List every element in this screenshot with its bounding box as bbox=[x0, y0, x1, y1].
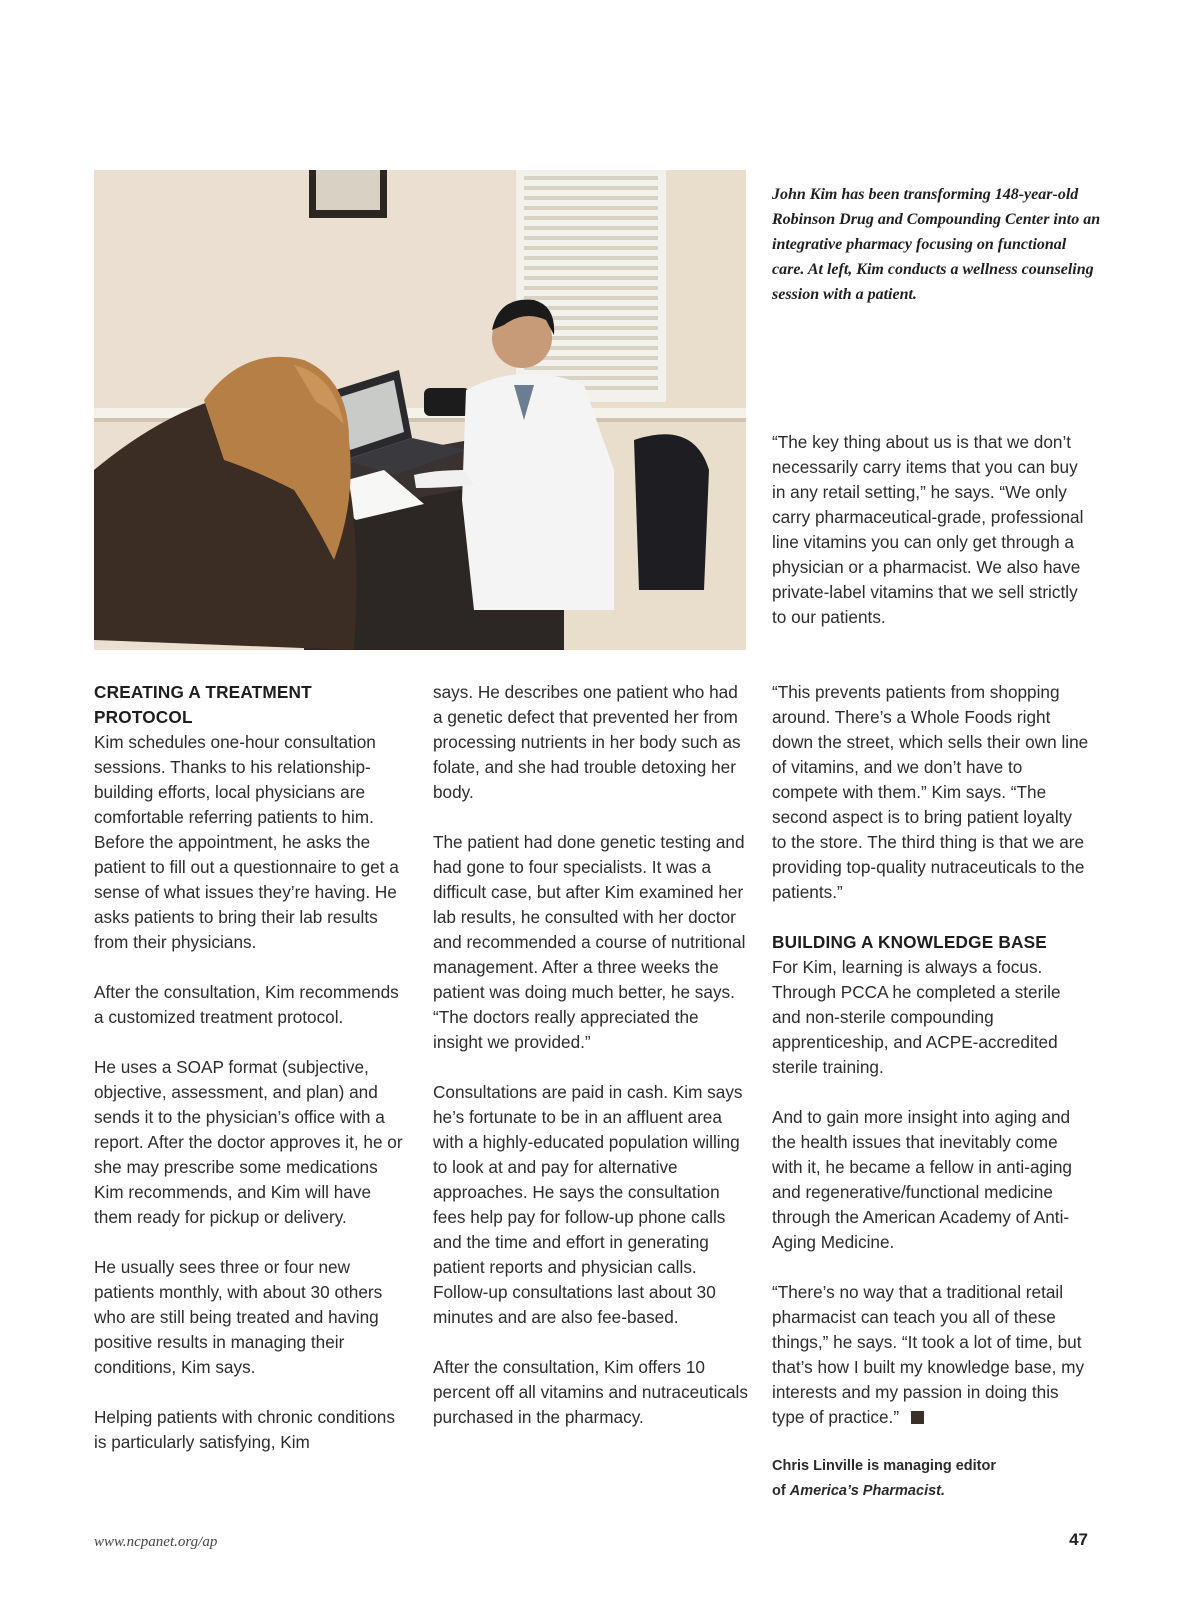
body-paragraph: He uses a SOAP format (subjective, objective, assessment, and plan) and sends it to the physician’s office with a report. After the doctor approves it, he or she may prescribe some medications Kim recommends, and Kim will have them ready for pickup or delivery. bbox=[94, 1057, 403, 1227]
body-paragraph: And to gain more insight into aging and the health issues that inevitably come with it, he became a fellow in anti-aging and regenerative/functional medicine through the American Academy of Anti-Aging Medicine. bbox=[772, 1107, 1072, 1252]
body-paragraph: After the consultation, Kim offers 10 percent off all vitamins and nutraceuticals purchased in the pharmacy. bbox=[433, 1357, 748, 1427]
photo-caption: John Kim has been transforming 148-year-old Robinson Drug and Compounding Center into an integrative pharmacy focusing on functional care. At left, Kim conducts a wellness counseling session with a patient. bbox=[772, 186, 1101, 303]
body-paragraph: Consultations are paid in cash. Kim says he’s fortunate to be in an affluent area with a highly-educated population willing to look at and pay for alternative approaches. He says the consultation fees help pay for follow-up phone calls and the time and effort in generating patient reports and physician calls. Follow-up consultations last about 30 minutes and are also fee-based. bbox=[433, 1082, 743, 1327]
consultation-photo-illustration bbox=[94, 170, 746, 650]
author-bio bbox=[772, 1454, 1102, 1504]
footer-url: www.ncpanet.org/ap bbox=[94, 1534, 218, 1550]
body-paragraph: Kim schedules one-hour consultation sessions. Thanks to his relationship-building efforts, local physicians are comfortable referring patients to him. Before the appointment, he asks the patient to fill out a questionnaire to get a sense of what issues they’re having. He asks patients to bring their lab results from their physicians. bbox=[94, 732, 399, 952]
section-heading-treatment-protocol: CREATING A TREATMENT PROTOCOL bbox=[94, 682, 312, 727]
end-of-article-mark bbox=[911, 1411, 924, 1424]
article-column-3 bbox=[772, 680, 1090, 1455]
body-paragraph: The patient had done genetic testing and had gone to four specialists. It was a difficult case, but after Kim examined her lab results, he consulted with her doctor and recommended a course of nutritional management. After a three weeks the patient was doing much better, he says. “The doctors really appreciated the insight we provided.” bbox=[433, 832, 746, 1052]
article-column-1 bbox=[94, 680, 408, 1480]
section-heading-knowledge-base: BUILDING A KNOWLEDGE BASE bbox=[772, 932, 1047, 952]
article-photo bbox=[94, 170, 746, 650]
article-column-2 bbox=[433, 680, 749, 1455]
publication-name: America’s Pharmacist. bbox=[789, 1483, 946, 1499]
author-bio-prefix: of bbox=[772, 1483, 790, 1499]
author-bio-line: Chris Linville is managing editor bbox=[772, 1458, 996, 1474]
body-paragraph-final bbox=[772, 1280, 1090, 1430]
body-paragraph: “This prevents patients from shopping around. There’s a Whole Foods right down the street, which sells their own line of vitamins, and we don’t have to compete with them.” Kim says. “The second aspect is to bring patient loyalty to the store. The third thing is that we are providing top-quality nutraceuticals to the patients.” bbox=[772, 682, 1089, 902]
author-bio-line bbox=[772, 1479, 1102, 1504]
final-quote-text: “There’s no way that a traditional retail pharmacist can teach you all of these things,” he says. “It took a lot of time, but that’s how I built my knowledge base, my interests and my passion in doing this type of practice.” bbox=[772, 1282, 1085, 1427]
body-paragraph: After the consultation, Kim recommends a customized treatment protocol. bbox=[94, 982, 399, 1027]
body-paragraph: says. He describes one patient who had a genetic defect that prevented her from processing nutrients in her body such as folate, and she had trouble detoxing her body. bbox=[433, 682, 741, 802]
body-paragraph: “The key thing about us is that we don’t necessarily carry items that you can buy in any retail setting,” he says. “We only carry pharmaceutical-grade, professional line vitamins you can only get through a physician or a pharmacist. We also have private-label vitamins that we sell strictly to our patients. bbox=[772, 432, 1084, 627]
page-number: 47 bbox=[1069, 1530, 1088, 1549]
body-paragraph: Helping patients with chronic conditions is particularly satisfying, Kim bbox=[94, 1407, 395, 1452]
article-column-3-top bbox=[772, 430, 1090, 655]
body-paragraph: For Kim, learning is always a focus. Through PCCA he completed a sterile and non-sterile compounding apprenticeship, and ACPE-accredited sterile training. bbox=[772, 957, 1061, 1077]
body-paragraph: He usually sees three or four new patients monthly, with about 30 others who are still being treated and having positive results in managing their conditions, Kim says. bbox=[94, 1257, 383, 1377]
